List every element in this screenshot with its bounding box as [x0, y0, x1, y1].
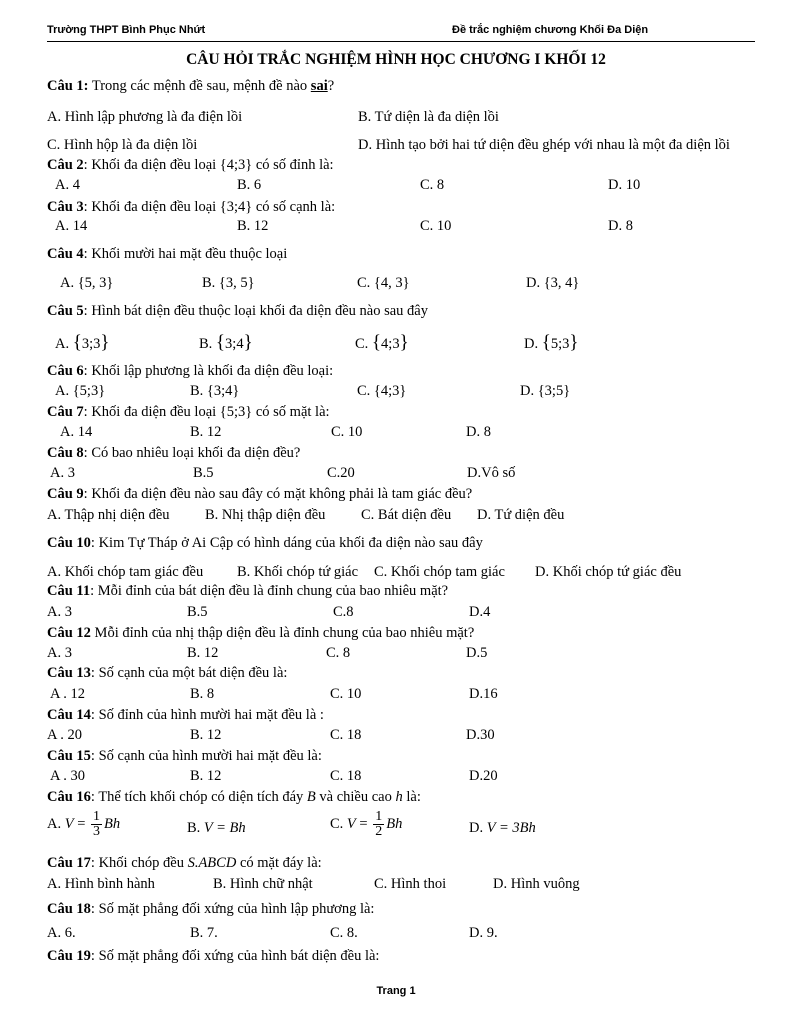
question-text: : Mỗi đỉnh của bát diện đều là đỉnh chung của bao nhiêu mặt?	[90, 583, 449, 599]
fraction-denominator: 3	[93, 824, 101, 839]
page-number: Trang 1	[376, 985, 416, 997]
pyramid-name: S.ABCD	[187, 855, 237, 871]
question-text: : Số cạnh của hình mười hai mặt đều là:	[90, 748, 322, 764]
question-text: và chiều cao	[315, 789, 396, 805]
option-b: B. 7.	[190, 925, 218, 941]
option-c: C. Bát diện đều	[361, 507, 452, 523]
option-prefix: B.	[199, 336, 216, 352]
question-11	[47, 583, 448, 600]
option-b: B. Hình chữ nhật	[213, 876, 313, 892]
option-value: 4;3	[381, 336, 400, 352]
option-c: C.20	[327, 465, 355, 481]
option-c: C. 8.	[330, 925, 358, 941]
option-b: B.5	[187, 604, 208, 620]
option-b: B. Khối chóp tứ giác	[237, 564, 359, 580]
question-label: Câu 16	[47, 789, 91, 805]
option-prefix: A.	[55, 336, 73, 352]
option-c: C. {4;3}	[357, 383, 407, 399]
question-label: Câu 10	[47, 535, 91, 551]
option-c: C. 18	[330, 727, 362, 743]
option-c: C. Khối chóp tam giác	[374, 564, 505, 580]
option-c: C. 8	[420, 177, 445, 193]
option-b: B. 12	[190, 727, 222, 743]
question-18	[47, 901, 374, 918]
option-b	[187, 820, 246, 837]
option-b: B. 6	[237, 177, 262, 193]
header-exam-title: Đề trắc nghiệm chương Khối Đa Diện	[452, 24, 649, 36]
question-label: Câu 8	[47, 445, 84, 461]
fraction	[373, 810, 384, 839]
fraction-denominator: 2	[375, 824, 383, 839]
option-d: D. 8	[466, 424, 491, 440]
option-d: D. 9.	[469, 925, 498, 941]
question-text-tail: ?	[327, 78, 335, 94]
question-label: Câu 12	[47, 625, 91, 641]
question-13	[47, 665, 287, 682]
option-d: D. Tứ diện đều	[477, 507, 565, 523]
option-d: D. {5;3}	[524, 332, 579, 353]
question-12	[47, 625, 474, 642]
option-value: 3;4	[225, 336, 244, 352]
option-c: C. 18	[330, 768, 362, 784]
option-prefix: B.	[187, 820, 204, 836]
option-c: C.8	[333, 604, 354, 620]
question-label: Câu 14	[47, 707, 91, 723]
question-text: Trong các mệnh đề sau, mệnh đề nào	[88, 78, 311, 94]
option-c: C. Hình hộp là đa diện lồi	[47, 137, 198, 153]
formula-rhs: Bh	[386, 815, 403, 832]
option-c: C. 10	[331, 424, 363, 440]
question-text: : Khối đa diện đều loại {5;3} có số mặt là:	[83, 404, 330, 420]
page-title: CÂU HỎI TRẮC NGHIỆM HÌNH HỌC CHƯƠNG I KHỐI 12	[186, 51, 606, 68]
option-d: D.5	[466, 645, 488, 661]
question-label: Câu 7	[47, 404, 84, 420]
question-17	[47, 855, 322, 872]
option-a: A. 14	[55, 218, 88, 234]
option-a: A. 4	[55, 177, 80, 193]
option-a: A. {3;3}	[55, 332, 110, 353]
question-text: có mặt đáy là:	[236, 855, 322, 871]
option-b: B. {3, 5}	[202, 275, 255, 291]
question-text: : Khối chóp đều	[90, 855, 188, 871]
option-a	[47, 810, 120, 839]
option-a: A. {5;3}	[55, 383, 106, 399]
option-value: 5;3	[550, 336, 570, 352]
option-b: B. 12	[190, 768, 222, 784]
formula-lhs: V	[346, 815, 356, 832]
option-d: D.20	[469, 768, 498, 784]
question-text: : Khối đa diện đều loại {3;4} có số cạnh là:	[83, 199, 336, 215]
question-label: Câu 9	[47, 486, 84, 502]
question-text: : Số đỉnh của hình mười hai mặt đều là :	[90, 707, 324, 723]
question-text: : Khối đa diện đều nào sau đây có mặt không phải là tam giác đều?	[83, 486, 473, 502]
option-a: A. 3	[47, 645, 72, 661]
question-text: : Số mặt phẳng đối xứng của hình bát diện đều là:	[90, 948, 380, 964]
question-1	[47, 78, 334, 95]
option-d	[469, 820, 536, 837]
option-d: D.Vô số	[467, 465, 516, 481]
option-c: C. {4, 3}	[357, 275, 410, 291]
question-2	[47, 157, 334, 174]
option-c: C. 10	[330, 686, 362, 702]
question-label: Câu 15	[47, 748, 91, 764]
option-prefix: D.	[469, 820, 487, 836]
question-emphasis: sai	[310, 78, 328, 94]
option-a: A. {5, 3}	[60, 275, 114, 291]
option-d: D.30	[466, 727, 495, 743]
question-text: là:	[402, 789, 421, 805]
option-value: 3;3	[81, 336, 101, 352]
question-8	[47, 445, 300, 462]
question-10	[47, 535, 483, 552]
option-d: D. 8	[608, 218, 633, 234]
question-9	[47, 486, 472, 503]
option-a: A. 3	[47, 604, 72, 620]
option-b: B. {3;4}	[199, 332, 253, 353]
formula: V = 3Bh	[486, 820, 536, 836]
option-a: A . 20	[47, 727, 83, 743]
question-label: Câu 11	[47, 583, 91, 599]
option-d: D. {3, 4}	[526, 275, 580, 291]
option-prefix: A.	[47, 815, 65, 832]
option-d: D. {3;5}	[520, 383, 571, 399]
option-prefix: C.	[355, 336, 372, 352]
question-label: Câu 13	[47, 665, 91, 681]
option-b: B. 12	[190, 424, 222, 440]
question-text: : Khối đa diện đều loại {4;3} có số đỉnh là:	[83, 157, 334, 173]
question-text: : Kim Tự Tháp ở Ai Cập có hình dáng của khối đa diện nào sau đây	[90, 535, 483, 551]
header-school: Trường THPT Bình Phục Nhứt	[47, 24, 206, 36]
option-c: C. 10	[420, 218, 452, 234]
option-prefix: C.	[330, 815, 347, 832]
fraction	[91, 810, 102, 839]
question-text: : Số cạnh của một bát diện đều là:	[90, 665, 288, 681]
question-label: Câu 6	[47, 363, 84, 379]
question-label: Câu 2	[47, 157, 84, 173]
formula: V = Bh	[203, 820, 246, 836]
question-label: Câu 19	[47, 948, 91, 964]
question-text: : Khối mười hai mặt đều thuộc loại	[83, 246, 288, 262]
question-label: Câu 4	[47, 246, 84, 262]
option-a: A. Hình lập phương là đa điện lồi	[47, 109, 243, 125]
option-a: A. Khối chóp tam giác đều	[47, 564, 204, 580]
option-a: A. Hình bình hành	[47, 876, 155, 892]
option-a: A . 30	[50, 768, 86, 784]
question-label: Câu 5	[47, 303, 84, 319]
option-prefix: D.	[524, 336, 542, 352]
option-d: D.4	[469, 604, 491, 620]
option-b: B.5	[193, 465, 214, 481]
question-text: : Có bao nhiêu loại khối đa diện đều?	[83, 445, 301, 461]
option-d: D. Hình tạo bởi hai tứ diện đều ghép với nhau là một đa diện lồi	[358, 137, 730, 153]
option-b: B. 8	[190, 686, 215, 702]
question-6	[47, 363, 333, 380]
option-d: D. Hình vuông	[493, 876, 580, 892]
option-d: D. 10	[608, 177, 641, 193]
formula-lhs: V	[64, 815, 74, 832]
question-text: Mỗi đỉnh của nhị thập diện đều là đỉnh chung của bao nhiêu mặt?	[90, 625, 475, 641]
question-14	[47, 707, 324, 724]
question-3	[47, 199, 335, 216]
question-label: Câu 17	[47, 855, 91, 871]
question-text: : Số mặt phẳng đối xứng của hình lập phương là:	[90, 901, 375, 917]
option-a: A. 14	[60, 424, 93, 440]
question-19	[47, 948, 379, 965]
question-text: : Khối lập phương là khối đa diện đều loại:	[83, 363, 334, 379]
option-b: B. Tứ diện là đa diện lồi	[358, 109, 499, 125]
question-label: Câu 18	[47, 901, 91, 917]
var-h: h	[395, 789, 403, 805]
question-15	[47, 748, 322, 765]
option-d: D.16	[469, 686, 498, 702]
option-b: B. Nhị thập diện đều	[205, 507, 326, 523]
option-c	[330, 810, 402, 839]
option-a: A. 6.	[47, 925, 76, 941]
formula-rhs: Bh	[104, 815, 121, 832]
fraction-numerator: 1	[375, 809, 383, 824]
var-b: B	[306, 789, 316, 805]
question-label: Câu 1:	[47, 78, 89, 94]
option-b: B. 12	[187, 645, 219, 661]
option-b: B. 12	[237, 218, 269, 234]
formula-eq: =	[355, 815, 372, 832]
header-rule	[47, 41, 755, 42]
option-a: A. Thập nhị diện đều	[47, 507, 170, 523]
option-a: A . 12	[50, 686, 86, 702]
question-text: : Thể tích khối chóp có diện tích đáy	[90, 789, 307, 805]
option-c: C. 8	[326, 645, 351, 661]
question-16	[47, 789, 421, 806]
question-label: Câu 3	[47, 199, 84, 215]
option-d: D. Khối chóp tứ giác đều	[535, 564, 682, 580]
option-c: C. Hình thoi	[374, 876, 447, 892]
option-b: B. {3;4}	[190, 383, 240, 399]
question-7	[47, 404, 330, 421]
option-c: C. {4;3}	[355, 332, 409, 353]
formula-eq: =	[73, 815, 90, 832]
question-5	[47, 303, 428, 320]
question-text: : Hình bát diện đều thuộc loại khối đa diện đều nào sau đây	[83, 303, 428, 319]
fraction-numerator: 1	[93, 809, 101, 824]
option-a: A. 3	[50, 465, 75, 481]
question-4	[47, 246, 287, 263]
